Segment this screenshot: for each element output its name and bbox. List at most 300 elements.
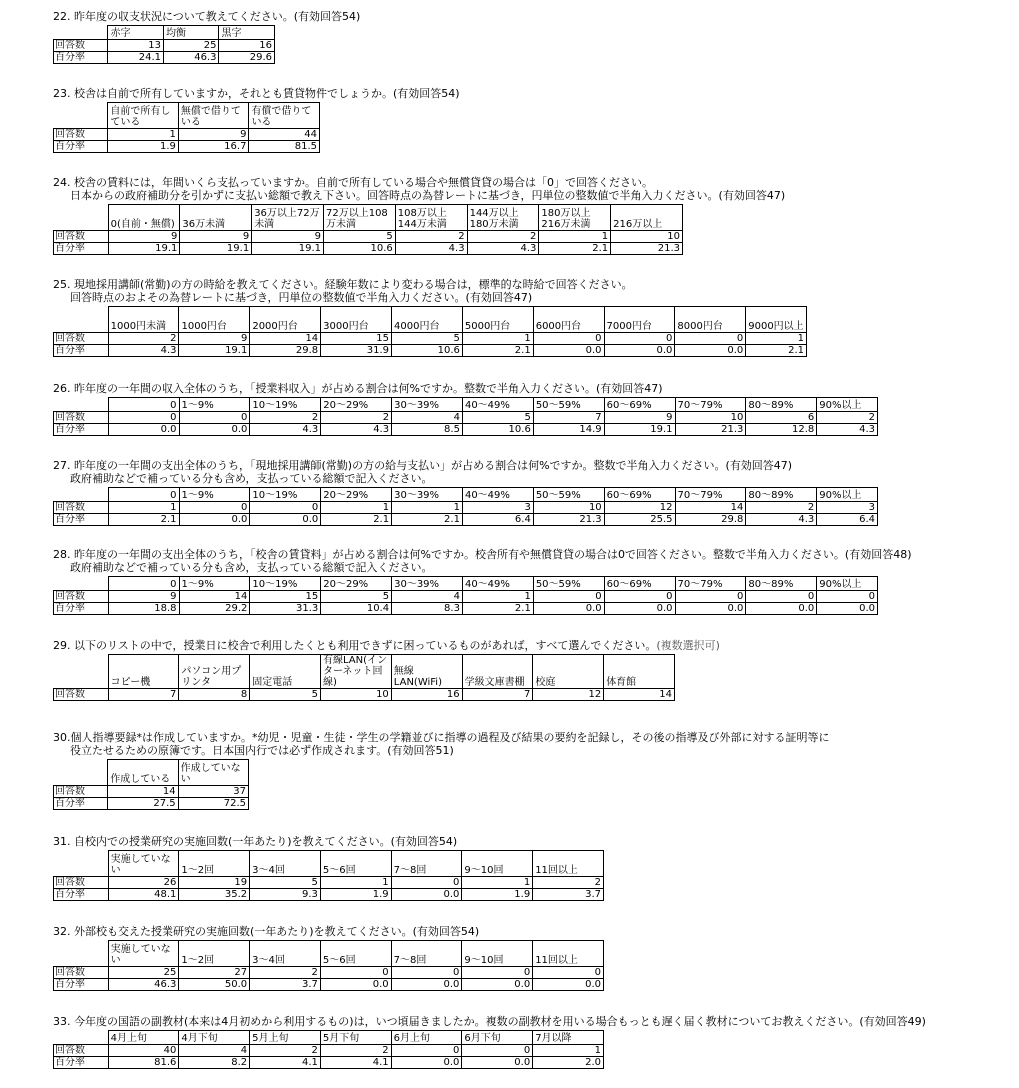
column-header: 6月下旬 [462,1031,533,1045]
value-cell: 0.0 [533,603,604,615]
row-label: 百分率 [54,603,109,615]
question-section-q24 [53,176,785,255]
question-line-2: 政府補助などで補っている分も含め，支払っている総額で記入ください。 [70,472,433,485]
value-cell: 0.0 [320,979,391,991]
question-text [53,835,604,848]
value-cell: 31.9 [321,345,392,357]
value-cell: 13 [108,40,164,52]
row-label: 百分率 [54,141,108,153]
column-header: 50～59% [533,398,604,412]
value-cell: 16 [219,40,275,52]
value-cell: 2 [108,333,179,345]
column-header: パソコン用プリンタ [179,655,250,689]
question-line-1: 29. 以下のリストの中で，授業日に校舎で利用したくとも利用できずに困っているものがあれば，すべて選んでください。 [53,639,657,652]
value-cell: 2.1 [539,243,611,255]
value-cell: 9 [252,231,324,243]
value-cell: 19.1 [108,243,180,255]
question-line-1: 23. 校舎は自前で所有していますか，それとも賃貸物件でしょうか。(有効回答54) [53,87,460,100]
column-header: 黒字 [219,26,275,40]
value-cell: 4.3 [817,424,878,436]
header-row [54,307,807,333]
value-cell: 6.4 [462,514,533,526]
column-header: 60～69% [604,398,675,412]
value-cell: 4 [392,412,463,424]
value-cell: 81.6 [108,1057,179,1069]
column-header: 2000円台 [250,307,321,333]
value-cell: 10.6 [323,243,395,255]
value-cell: 4.3 [250,424,321,436]
value-cell: 9.3 [250,889,321,901]
column-header: 5月下旬 [320,1031,391,1045]
question-line-1: 32. 外部校も交えた授業研究の実施回数(一年あたり)を教えてください。(有効回答54) [53,925,480,938]
value-cell: 0.0 [179,424,250,436]
row-label: 百分率 [54,52,108,64]
column-header: 無線LAN(WiFi) [391,655,462,689]
value-cell: 1 [533,1045,604,1057]
column-header: 作成していない [178,760,248,786]
column-header: 11回以上 [533,941,604,967]
value-cell: 2.1 [108,514,179,526]
row-label: 回答数 [54,1045,109,1057]
value-cell: 12.8 [746,424,817,436]
column-header: 144万以上180万未満 [467,205,539,231]
column-header: 90%以上 [817,488,878,502]
value-cell: 2 [746,502,817,514]
column-header: 校庭 [533,655,604,689]
value-cell: 7 [108,689,179,701]
value-cell: 5 [250,689,321,701]
question-note: (複数選択可) [656,639,720,652]
value-cell: 29.2 [179,603,250,615]
row-label: 百分率 [54,345,109,357]
column-header: 0(自前・無償) [108,205,180,231]
value-cell: 2 [395,231,467,243]
column-header: 10～19% [250,398,321,412]
value-cell: 12 [533,689,604,701]
corner-cell [54,941,109,967]
column-header: 有線LAN(インターネット回線) [321,655,392,689]
value-cell: 72.5 [178,798,248,810]
question-section-q33 [53,1015,926,1069]
question-line-1: 26. 昨年度の一年間の収入全体のうち，「授業料収入」が占める割合は何%ですか。整数で半角入力ください。(有効回答47) [53,382,663,395]
column-header: 90%以上 [817,577,878,591]
question-line-1: 27. 昨年度の一年間の支出全体のうち，「現地採用講師(常勤)の方の給与支払い」が占める割合は何%ですか。整数で半角入力ください。(有効回答47) [53,459,793,472]
value-cell: 1 [320,877,391,889]
column-header: 学級文庫書棚 [462,655,533,689]
column-header: 50～59% [533,488,604,502]
value-cell: 2 [817,412,878,424]
data-row [54,1045,604,1057]
corner-cell [54,655,109,689]
value-cell: 8 [179,689,250,701]
value-cell: 21.3 [675,424,746,436]
corner-cell [54,577,109,591]
question-line-1: 24. 校舎の賃料には，年間いくら支払っていますか。自前で所有している場合や無償貸貸の場合は「0」で回答ください。 [53,176,653,189]
value-cell: 19.1 [604,424,675,436]
value-cell: 14 [108,786,178,798]
data-row [54,591,878,603]
value-cell: 12 [604,502,675,514]
value-cell: 0.0 [179,514,250,526]
value-cell: 10 [675,412,746,424]
value-cell: 2 [250,967,321,979]
value-cell: 4 [179,1045,250,1057]
value-cell: 4.1 [250,1057,321,1069]
value-cell: 0.0 [462,1057,533,1069]
data-row [54,1057,604,1069]
question-text [53,639,720,652]
data-row [54,52,275,64]
column-header: 4月下旬 [179,1031,250,1045]
value-cell: 18.8 [108,603,179,615]
data-row [54,129,320,141]
row-label: 回答数 [54,412,109,424]
column-header: 60～69% [604,577,675,591]
column-header: 5～6回 [320,851,391,877]
value-cell: 19.1 [180,243,252,255]
value-cell: 0 [250,502,321,514]
value-cell: 6.4 [817,514,878,526]
column-header: 1～2回 [179,941,250,967]
question-section-q26 [53,382,878,436]
column-header: 10～19% [250,577,321,591]
data-row [54,231,683,243]
header-row [54,760,249,786]
question-text [53,731,830,744]
value-cell: 27 [179,967,250,979]
value-cell: 0 [179,412,250,424]
question-section-q25 [53,278,807,357]
value-cell: 1 [539,231,611,243]
value-cell: 9 [180,231,252,243]
value-cell: 9 [179,333,250,345]
corner-cell [54,488,109,502]
value-cell: 6 [746,412,817,424]
value-cell: 0.0 [391,1057,462,1069]
value-cell: 5 [321,591,392,603]
value-cell: 1.9 [320,889,391,901]
question-text [53,548,912,561]
column-header: 108万以上144万未満 [395,205,467,231]
column-header: 70～79% [675,488,746,502]
row-label: 百分率 [54,243,109,255]
row-label: 百分率 [54,424,109,436]
column-header: 7～8回 [391,851,462,877]
value-cell: 0 [746,591,817,603]
column-header: 216万以上 [611,205,683,231]
value-cell: 1 [462,333,533,345]
value-cell: 4.3 [108,345,179,357]
value-cell: 0 [108,412,179,424]
column-header: 赤字 [108,26,164,40]
value-cell: 9 [108,231,180,243]
value-cell: 4.3 [395,243,467,255]
result-table [53,487,878,526]
value-cell: 2 [320,1045,391,1057]
value-cell: 25.5 [604,514,675,526]
value-cell: 2.1 [392,514,463,526]
value-cell: 0.0 [533,979,604,991]
value-cell: 29.8 [250,345,321,357]
value-cell: 2.1 [462,345,533,357]
row-label: 回答数 [54,591,109,603]
column-header: 70～79% [675,398,746,412]
column-header: 1～9% [179,577,250,591]
question-line-2: 日本からの政府補助分を引かずに支払い総額で教え下さい。回答時点の為替レートに基づき，円単位の整数値で半角入力ください。(有効回答47) [70,189,786,202]
data-row [54,40,275,52]
value-cell: 4.3 [467,243,539,255]
column-header: 1～9% [179,398,250,412]
column-header: 3～4回 [250,851,321,877]
column-header: 9～10回 [462,941,533,967]
value-cell: 2.1 [462,603,533,615]
value-cell: 14 [250,333,321,345]
value-cell: 0.0 [604,345,675,357]
column-header: 実施していない [108,851,179,877]
value-cell: 0.0 [250,514,321,526]
value-cell: 0.0 [108,424,179,436]
value-cell: 35.2 [179,889,250,901]
value-cell: 0.0 [675,345,746,357]
row-label: 百分率 [54,979,109,991]
result-table [53,1030,604,1069]
column-header: コピー機 [108,655,179,689]
value-cell: 7 [533,412,604,424]
header-row [54,26,275,40]
column-header: 体育館 [604,655,675,689]
column-header: 5000円台 [462,307,533,333]
header-row [54,488,878,502]
value-cell: 3 [817,502,878,514]
value-cell: 0 [817,591,878,603]
data-row [54,333,807,345]
row-label: 回答数 [54,502,109,514]
column-header: 自前で所有している [108,103,179,129]
value-cell: 1.9 [108,141,179,153]
value-cell: 0.0 [604,603,675,615]
header-row [54,205,683,231]
value-cell: 3.7 [250,979,321,991]
data-row [54,689,675,701]
column-header: 40～49% [462,398,533,412]
column-header: 20～29% [321,488,392,502]
corner-cell [54,103,108,129]
value-cell: 25 [108,967,179,979]
result-table [53,576,878,615]
value-cell: 10.6 [462,424,533,436]
column-header: 7～8回 [391,941,462,967]
value-cell: 46.3 [163,52,219,64]
header-row [54,941,604,967]
value-cell: 14 [179,591,250,603]
row-label: 百分率 [54,1057,109,1069]
value-cell: 40 [108,1045,179,1057]
row-label: 回答数 [54,40,108,52]
data-row [54,979,604,991]
question-line-1: 33. 今年度の国語の副教材(本来は4月初めから利用するもの)は，いつ頃届きましたか。複数の副教材を用いる場合もっとも遅く届く教材についてお教えください。(有効回答49) [53,1015,926,1028]
data-row [54,412,878,424]
question-line-2: 役立たせるための原簿です。日本国内行では必ず作成されます。(有効回答51) [70,744,454,757]
value-cell: 2 [250,1045,321,1057]
question-text [53,1015,926,1028]
value-cell: 5 [392,333,463,345]
header-row [54,655,675,689]
question-text [53,925,604,938]
column-header: 3000円台 [321,307,392,333]
value-cell: 8.3 [392,603,463,615]
column-header: 9000円以上 [746,307,807,333]
value-cell: 27.5 [108,798,178,810]
column-header: 70～79% [675,577,746,591]
column-header: 10～19% [250,488,321,502]
question-text [53,176,785,189]
question-line-2: 政府補助などで補っている分も含め，支払っている総額で記入ください。 [70,561,433,574]
value-cell: 0 [391,967,462,979]
value-cell: 0 [179,502,250,514]
value-cell: 3 [462,502,533,514]
question-text [53,278,807,291]
value-cell: 10.4 [321,603,392,615]
value-cell: 2 [250,412,321,424]
value-cell: 29.8 [675,514,746,526]
question-line-1: 31. 自校内での授業研究の実施回数(一年あたり)を教えてください。(有効回答54) [53,835,458,848]
column-header: 1～9% [179,488,250,502]
column-header: 1000円未満 [108,307,179,333]
value-cell: 14.9 [533,424,604,436]
column-header: 固定電話 [250,655,321,689]
value-cell: 0.0 [391,889,462,901]
column-header: 5月上旬 [250,1031,321,1045]
column-header: 0 [108,398,179,412]
value-cell: 31.3 [250,603,321,615]
column-header: 7月以降 [533,1031,604,1045]
row-label: 回答数 [54,231,109,243]
column-header: 5～6回 [320,941,391,967]
column-header: 36万未満 [180,205,252,231]
corner-cell [54,760,108,786]
data-row [54,345,807,357]
value-cell: 8.5 [392,424,463,436]
question-section-q30 [53,731,830,810]
row-label: 回答数 [54,689,109,701]
column-header: 4000円台 [392,307,463,333]
value-cell: 1 [108,129,179,141]
value-cell: 15 [250,591,321,603]
value-cell: 14 [604,689,675,701]
data-row [54,502,878,514]
column-header: 60～69% [604,488,675,502]
value-cell: 0 [533,333,604,345]
value-cell: 4.3 [746,514,817,526]
value-cell: 4.3 [321,424,392,436]
data-row [54,243,683,255]
question-section-q29 [53,639,720,701]
question-section-q27 [53,459,878,526]
column-header: 80～89% [746,488,817,502]
question-section-q23 [53,87,460,153]
value-cell: 0 [604,591,675,603]
value-cell: 0 [675,591,746,603]
row-label: 回答数 [54,877,109,889]
value-cell: 25 [163,40,219,52]
value-cell: 10.6 [392,345,463,357]
value-cell: 29.6 [219,52,275,64]
value-cell: 0 [462,967,533,979]
value-cell: 0.0 [533,345,604,357]
question-line-1: 22. 昨年度の収支状況について教えてください。(有効回答54) [53,10,361,23]
question-section-q28 [53,548,912,615]
value-cell: 19.1 [179,345,250,357]
question-section-q22 [53,10,360,64]
value-cell: 50.0 [179,979,250,991]
value-cell: 19.1 [252,243,324,255]
column-header: 8000円台 [675,307,746,333]
data-row [54,603,878,615]
value-cell: 14 [675,502,746,514]
value-cell: 0 [320,967,391,979]
question-line-1: 25. 現地採用講師(常勤)の方の時給を教えてください。経験年数により変わる場合は，標準的な時給で回答ください。 [53,278,633,291]
corner-cell [54,307,109,333]
result-table [53,759,249,810]
value-cell: 44 [249,129,320,141]
value-cell: 37 [178,786,248,798]
row-label: 百分率 [54,514,109,526]
result-table [53,850,604,901]
value-cell: 7 [462,689,533,701]
result-table [53,940,604,991]
value-cell: 9 [604,412,675,424]
data-row [54,786,249,798]
value-cell: 9 [178,129,249,141]
value-cell: 2 [321,412,392,424]
value-cell: 10 [611,231,683,243]
header-row [54,1031,604,1045]
column-header: 1000円台 [179,307,250,333]
value-cell: 4 [392,591,463,603]
question-text [53,459,878,472]
value-cell: 10 [321,689,392,701]
row-label: 百分率 [54,798,108,810]
value-cell: 16 [391,689,462,701]
row-label: 回答数 [54,786,108,798]
value-cell: 46.3 [108,979,179,991]
value-cell: 1 [108,502,179,514]
value-cell: 3.7 [533,889,604,901]
question-line-1: 30.個人指導要録*は作成していますか。*幼児・児童・生徒・学生の学籍並びに指導の過程及び結果の要約を記録し，その後の指導及び外部に対する証明等に [53,731,830,744]
header-row [54,851,604,877]
column-header: 72万以上108万未満 [323,205,395,231]
result-table [53,204,683,255]
column-header: 180万以上216万未満 [539,205,611,231]
column-header: 4月上旬 [108,1031,179,1045]
column-header: 40～49% [462,488,533,502]
question-text [53,87,460,100]
column-header: 3～4回 [250,941,321,967]
column-header: 80～89% [746,398,817,412]
corner-cell [54,205,109,231]
row-label: 回答数 [54,967,109,979]
column-header: 36万以上72万未満 [252,205,324,231]
result-table [53,397,878,436]
column-header: 作成している [108,760,178,786]
value-cell: 8.2 [179,1057,250,1069]
column-header: 30～39% [392,488,463,502]
value-cell: 1 [321,502,392,514]
question-section-q32 [53,925,604,991]
result-table [53,654,675,701]
question-text [53,10,360,23]
value-cell: 0 [675,333,746,345]
